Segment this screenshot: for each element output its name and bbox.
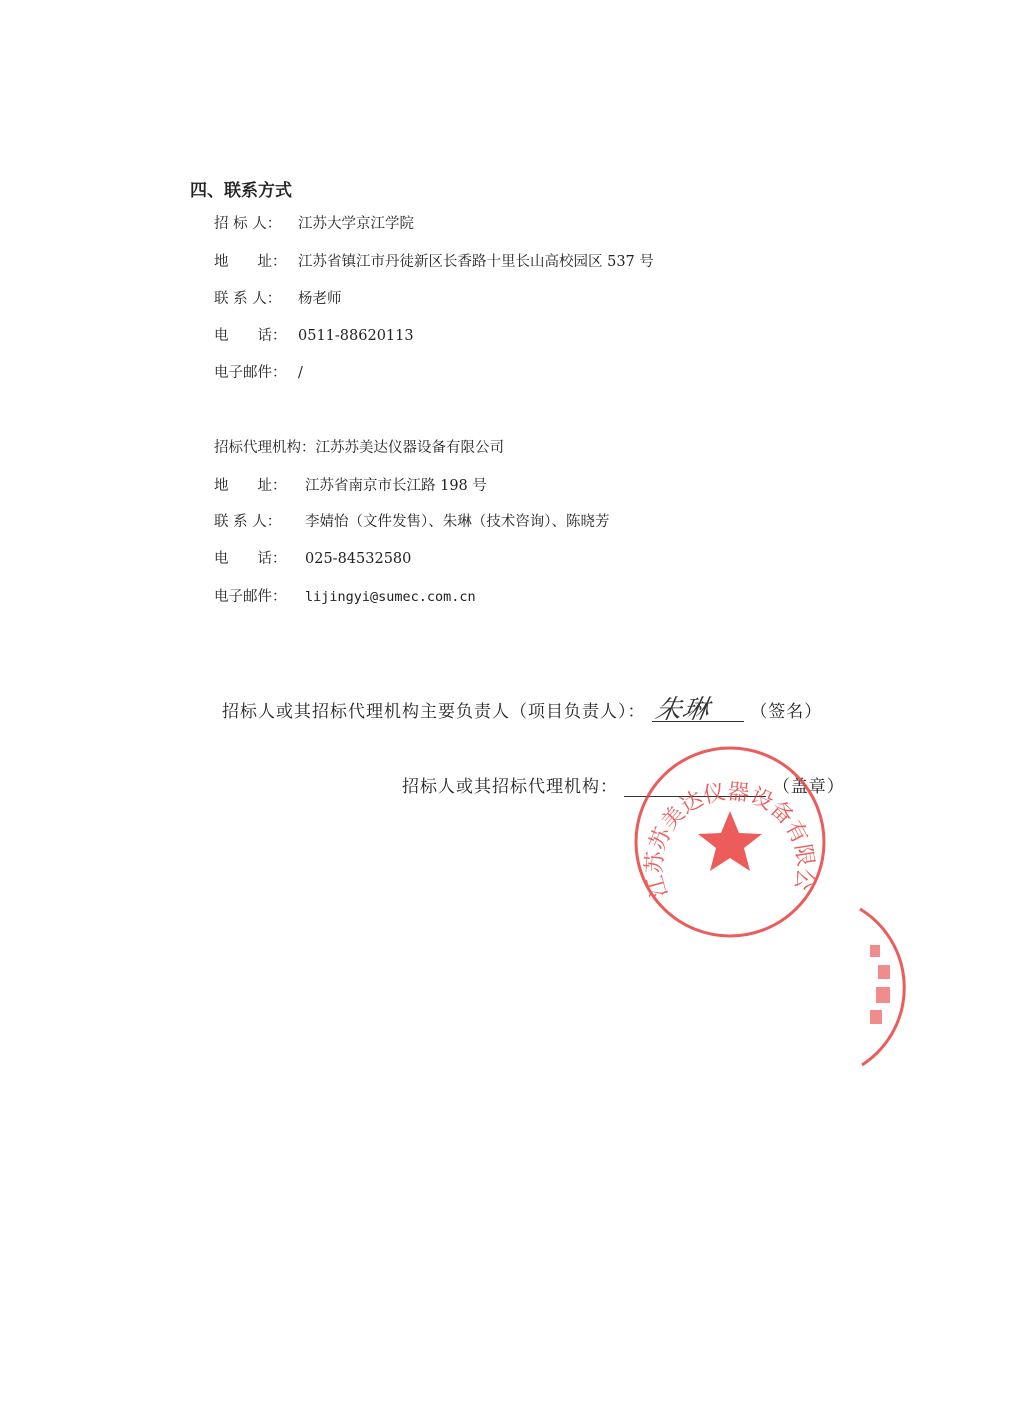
row-label: 地 址： <box>214 254 287 270</box>
row-label: 电子邮件： <box>214 589 287 605</box>
tenderer-phone-row <box>214 326 414 346</box>
partial-seal <box>840 905 920 1070</box>
section-title: 四、联系方式 <box>190 181 292 201</box>
row-value: 0511-88620113 <box>298 328 414 344</box>
agency-name-row <box>214 438 504 458</box>
seal-label: 招标人或其招标代理机构： <box>402 777 618 797</box>
seal-suffix: （盖章） <box>772 777 845 797</box>
row-value: 李婧怡（文件发售）、朱琳（技术咨询）、陈晓芳 <box>305 514 610 530</box>
signature-line <box>222 695 823 725</box>
row-label: 联 系 人： <box>214 291 282 307</box>
signature-label: 招标人或其招标代理机构主要负责人（项目负责人）： <box>222 702 646 722</box>
agency-phone-row <box>214 549 411 569</box>
signature-field <box>652 695 744 725</box>
row-label: 地 址： <box>214 478 287 494</box>
agency-email-row <box>214 587 476 607</box>
signature-suffix: （签名） <box>750 702 823 722</box>
row-value: 江苏省镇江市丹徒新区长香路十里长山高校园区 537 号 <box>298 254 654 270</box>
row-label: 电子邮件： <box>214 365 287 381</box>
tenderer-address-row <box>214 252 654 272</box>
row-value: lijingyi@sumec.com.cn <box>305 589 476 605</box>
row-label: 联 系 人： <box>214 514 282 530</box>
row-value: 江苏苏美达仪器设备有限公司 <box>315 440 504 456</box>
agency-contact-row <box>214 512 610 532</box>
seal-text: 江苏苏美达仪器设备有限公司 <box>618 726 818 901</box>
company-seal <box>618 726 830 945</box>
tenderer-email-row <box>214 363 303 383</box>
row-value: 杨老师 <box>298 291 342 307</box>
row-label: 招标代理机构： <box>214 440 316 456</box>
row-value: 江苏大学京江学院 <box>298 216 414 232</box>
star-icon <box>698 811 762 871</box>
row-value: 025-84532580 <box>305 551 412 567</box>
row-value: / <box>298 365 303 381</box>
row-value: 江苏省南京市长江路 198 号 <box>305 478 487 494</box>
agency-address-row <box>214 476 487 496</box>
tenderer-name-row <box>214 214 414 234</box>
handwritten-signature: 朱琳 <box>652 695 713 725</box>
row-label: 招 标 人： <box>214 216 282 232</box>
row-label: 电 话： <box>214 328 287 344</box>
row-label: 电 话： <box>214 551 287 567</box>
tenderer-contact-row <box>214 289 342 309</box>
